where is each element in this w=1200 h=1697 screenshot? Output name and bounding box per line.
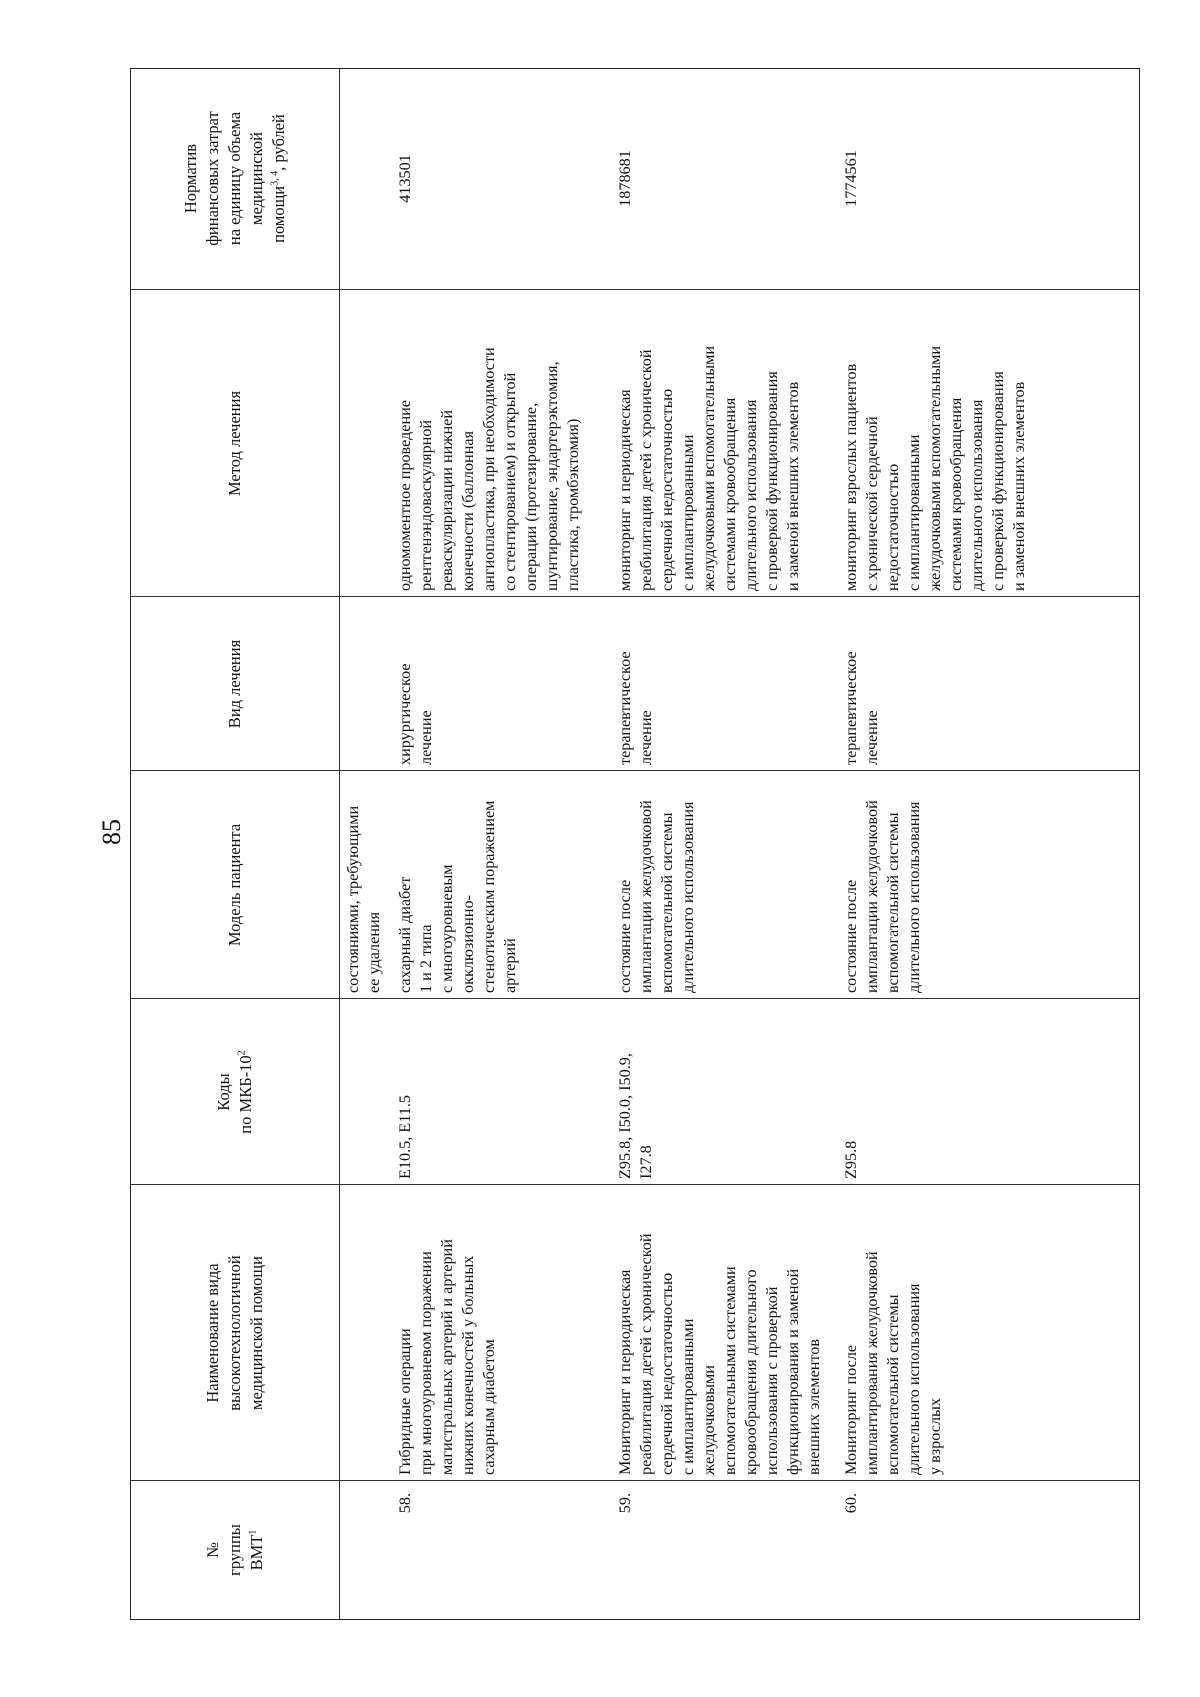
row-58-treatment-type: хирургическое лечение [396, 663, 435, 765]
row-59-model: состояние после имплантации желудочковой вспомогательной системы длительного использования [616, 800, 697, 993]
row-58-norm: 413501 [396, 154, 414, 203]
header-name: Наименование вида высокотехнологичной медицинской помощи [203, 1255, 266, 1411]
row-58-model: сахарный диабет 1 и 2 типа с многоуровневым окклюзионно- стенотическим поражением артерий [396, 800, 519, 993]
header-group-number: № группы ВМТ$^1$ [203, 1524, 266, 1576]
row-58-name: Гибридные операции при многоуровневом поражении магистральных артерий и артерий нижних конечностей у больных сахарным диабетом [396, 1239, 498, 1475]
row-59-name: Мониторинг и периодическая реабилитация детей с хронической сердечной недостаточностью с имплантированными желудочковыми вспомогательными системами кровообращения длительного использования с проверкой функционирования и заменой внешних элементов [616, 1233, 823, 1475]
header-codes: Коды по МКБ-$10^2$ [214, 1050, 255, 1134]
header-model: Модель пациента [225, 823, 244, 947]
row-60-codes: Z95.8 [842, 1140, 860, 1179]
header-treatment-type: Вид лечения [225, 639, 244, 729]
row-number-58: 58. [396, 1493, 414, 1514]
vmp-table [130, 68, 1140, 1620]
row-number-60: 60. [842, 1493, 860, 1514]
row-60-name: Мониторинг после имплантирования желудочковой вспомогательной системы длительного использования у взрослых [842, 1251, 944, 1475]
row-58-codes: E10.5, E11.5 [396, 1095, 414, 1179]
header-norm: Норматив финансовых затрат на единицу объема медицинской помощи$^{3, 4}$, рублей [181, 111, 288, 246]
row-59-method: мониторинг и периодическая реабилитация детей с хронической сердечной недостаточностью с имплантированными желудочковыми вспомогательными системами кровообращения длительного использования с проверкой функционирования и заменой внешних элементов [616, 345, 802, 591]
row-58-method: одномоментное проведение рентгенэндоваскулярной реваскуляризации нижней конечности (баллонная ангиопластика, при необходимости со стентированием) и открытой операции (протезирование, шунтирование, эндартерэктомия, пластика, тромбэктомия) [396, 347, 582, 591]
header-method: Метод лечения [225, 390, 244, 497]
row-number-59: 59. [616, 1493, 634, 1514]
row-59-codes: Z95.8, I50.0, I50.9, I27.8 [616, 1053, 655, 1179]
header-divider [339, 69, 340, 1619]
row-60-treatment-type: терапевтическое лечение [842, 651, 881, 765]
row-59-norm: 1878681 [616, 150, 634, 207]
row-60-method: мониторинг взрослых пациентов с хронической сердечной недостаточностью с имплантированными желудочковыми вспомогательными системами кровообращения длительного использования с проверкой функционирования и заменой внешних элементов [842, 345, 1028, 591]
row-60-model: состояние после имплантации желудочковой вспомогательной системы длительного использования [842, 800, 923, 993]
page-number: 85 [97, 819, 126, 845]
continued-model-text: состояниями, требующими ее удаления [344, 805, 383, 993]
row-60-norm: 1774561 [842, 150, 860, 207]
row-59-treatment-type: терапевтическое лечение [616, 651, 655, 765]
table-container [130, 68, 1140, 1620]
